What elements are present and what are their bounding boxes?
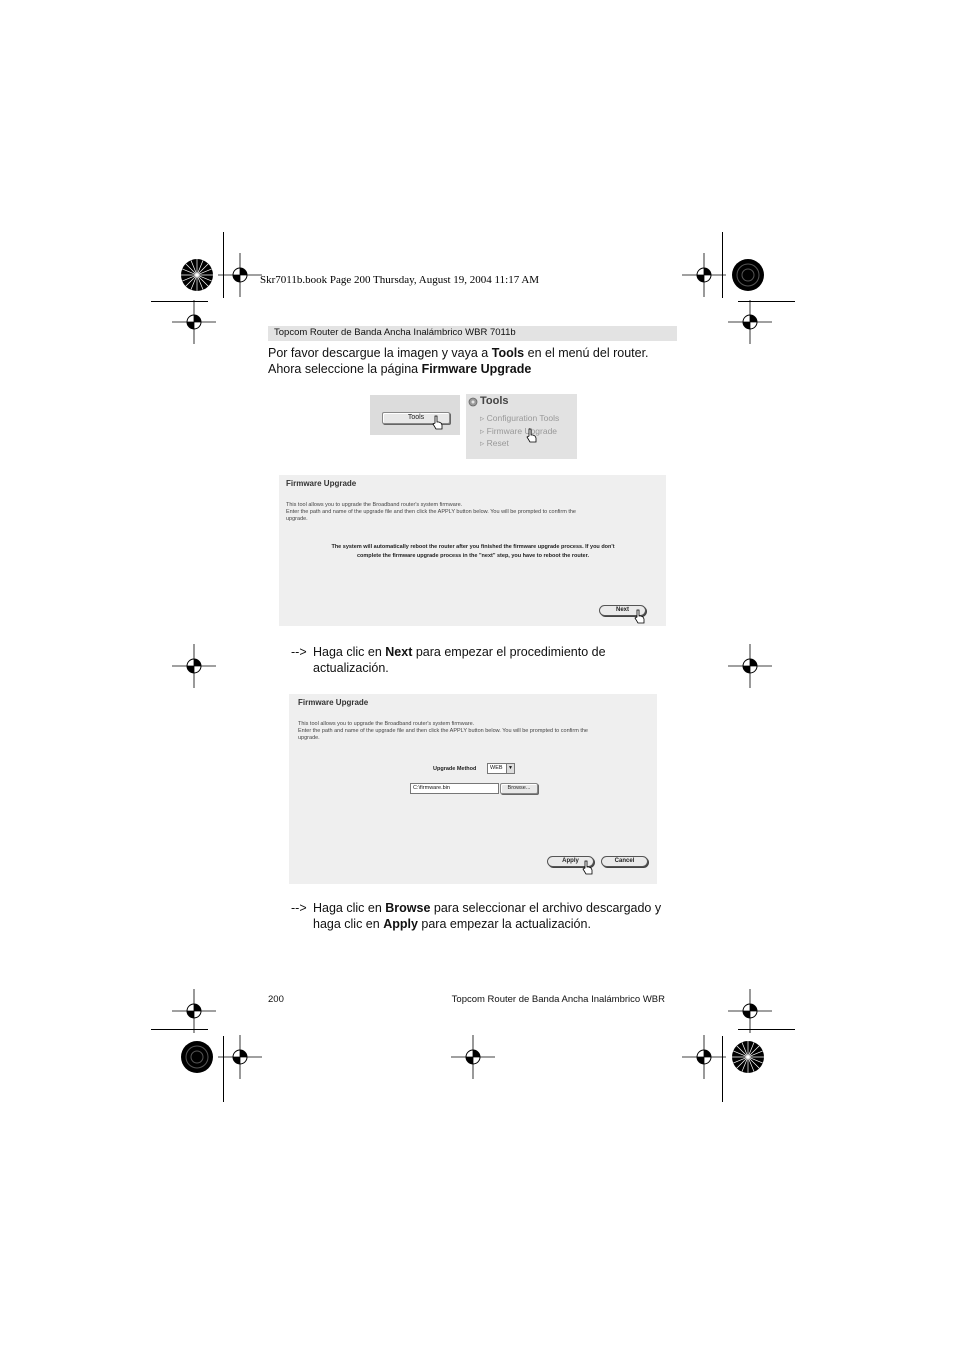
gear-icon	[468, 397, 478, 407]
running-header-text: Topcom Router de Banda Ancha Inalámbrico WBR 7011b	[274, 327, 516, 338]
tools-button[interactable]: Tools	[382, 412, 450, 424]
menu-item-firmware-upgrade[interactable]: ▹ Firmware Upgrade	[480, 426, 558, 436]
panel-title: Firmware Upgrade	[286, 479, 357, 488]
menu-item-reset[interactable]: ▹ Reset	[480, 438, 509, 448]
running-header	[268, 326, 677, 341]
print-slug: Skr7011b.book Page 200 Thursday, August 19, 2004 11:17 AM	[260, 274, 540, 286]
panel-description: This tool allows you to upgrade the Broadband router's system firmware. Enter the path and name of the upgrade file and then click the APPLY button below. You will be prompted to confirm the upgrade.	[298, 721, 588, 741]
intro-paragraph: Por favor descargue la imagen y vaya a Tools en el menú del router. Ahora seleccione la página Firmware Upgrade	[268, 346, 649, 376]
upgrade-method-select[interactable]: WEB ▼	[487, 763, 515, 774]
tools-menu-title: Tools	[480, 395, 509, 407]
step-1-text: Haga clic en Next para empezar el procedimiento de actualización.	[313, 645, 606, 675]
page-number: 200	[268, 994, 284, 1005]
panel-title: Firmware Upgrade	[298, 698, 369, 707]
apply-button[interactable]: Apply	[547, 856, 594, 867]
step-1-arrow: -->	[291, 645, 307, 659]
footer-title: Topcom Router de Banda Ancha Inalámbrico WBR	[451, 994, 665, 1005]
cancel-button[interactable]: Cancel	[601, 856, 648, 867]
hand-cursor-icon	[432, 415, 444, 431]
tools-button-screenshot	[370, 395, 460, 435]
hand-cursor-icon	[526, 428, 538, 444]
hand-cursor-icon	[634, 609, 646, 625]
step-2-arrow: -->	[291, 901, 307, 915]
reboot-warning: The system will automatically reboot the router after you finished the firmware upgrade process. If you don't complete the firmware upgrade process in the "next" step, you have to reboot the router.	[331, 544, 615, 559]
tools-menu-screenshot	[466, 394, 577, 459]
menu-item-configuration-tools[interactable]: ▹ Configuration Tools	[480, 413, 560, 423]
hand-cursor-icon	[582, 860, 594, 876]
panel-description: This tool allows you to upgrade the Broadband router's system firmware. Enter the path and name of the upgrade file and then click the APPLY button below. You will be prompted to confirm the upgrade.	[286, 502, 576, 522]
firmware-upgrade-panel-1	[279, 475, 666, 626]
next-button[interactable]: Next	[599, 605, 646, 616]
upgrade-method-label: Upgrade Method	[433, 766, 477, 772]
chevron-down-icon: ▼	[506, 764, 514, 773]
step-2-text: Haga clic en Browse para seleccionar el archivo descargado y haga clic en Apply para empezar la actualización.	[313, 901, 662, 931]
file-path-input[interactable]: C:\firmware.bin	[410, 783, 499, 794]
browse-button[interactable]: Browse...	[500, 783, 538, 794]
firmware-upgrade-panel-2	[289, 694, 657, 884]
